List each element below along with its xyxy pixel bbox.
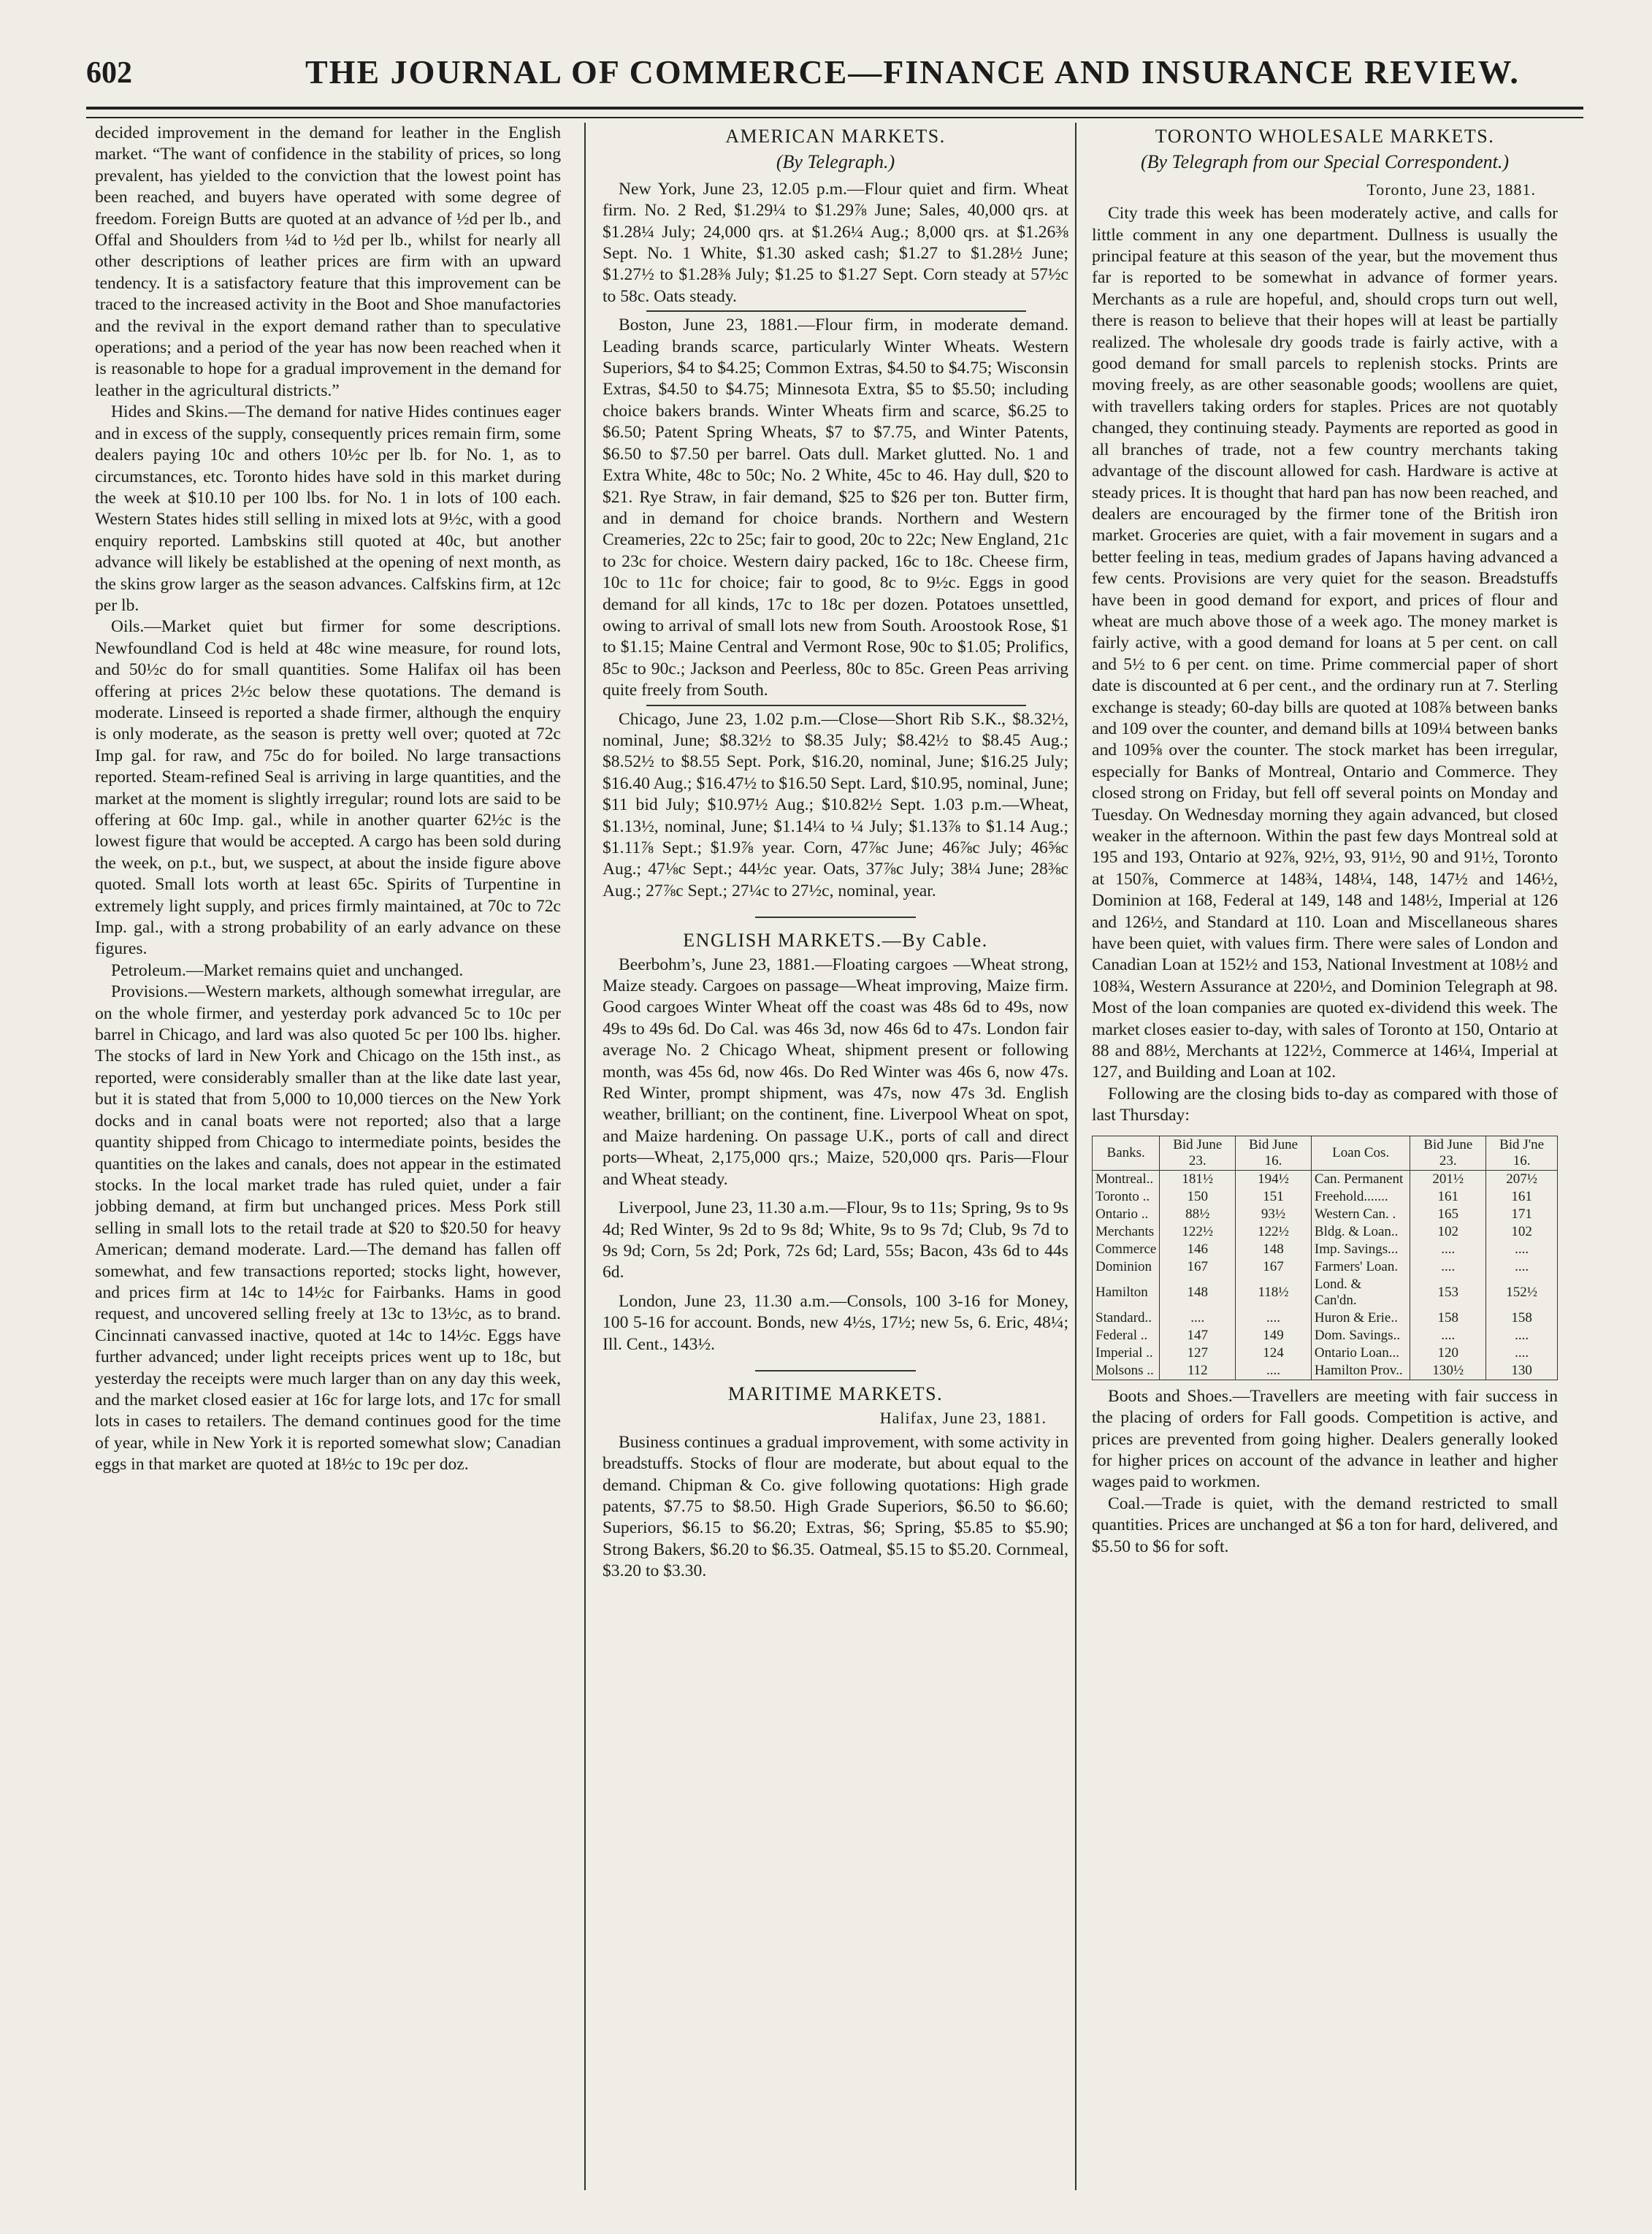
table-cell: .... (1160, 1309, 1236, 1327)
market-report-liverpool: Liverpool, June 23, 11.30 a.m.—Flour, 9s to 11s; Spring, 9s to 9s 4d; Red Winter, 9s 2d to 9s 8d; White, 9s to 9s 7d; Club, 9s 7d to 9s 9d; Corn, 5s 2d; Pork, 72s 6d; Lard, 55s; Bacon, 43s 6d to 44s 6d. (603, 1198, 1068, 1282)
table-cell: Toronto .. (1093, 1188, 1160, 1206)
column-divider (1075, 123, 1077, 2190)
separator (646, 310, 1026, 312)
table-cell: Western Can. . (1311, 1206, 1410, 1223)
table-cell: 130 (1486, 1362, 1558, 1380)
table-cell: .... (1486, 1327, 1558, 1344)
table-cell: 148 (1160, 1276, 1236, 1309)
table-cell: .... (1486, 1344, 1558, 1362)
table-cell: .... (1410, 1258, 1486, 1276)
table-cell: 152½ (1486, 1276, 1558, 1309)
table-cell: 122½ (1160, 1223, 1236, 1241)
table-cell: Dom. Savings.. (1311, 1327, 1410, 1344)
table-cell: .... (1236, 1362, 1312, 1380)
table-cell: 127 (1160, 1344, 1236, 1362)
table-cell: Federal .. (1093, 1327, 1160, 1344)
table-cell: Standard.. (1093, 1309, 1160, 1327)
table-row (1093, 1223, 1558, 1241)
table-cell: Commerce (1093, 1241, 1160, 1258)
table-cell: Bldg. & Loan.. (1311, 1223, 1410, 1241)
table-row (1093, 1309, 1558, 1327)
column-markets (603, 123, 1068, 2190)
table-header: Banks. (1093, 1136, 1160, 1170)
table-cell: 102 (1410, 1223, 1486, 1241)
table-cell: 151 (1236, 1188, 1312, 1206)
dateline: Toronto, June 23, 1881. (1366, 180, 1536, 199)
market-report-beerbohm: Beerbohm’s, June 23, 1881.—Floating cargoes —Wheat strong, Maize steady. Cargoes on passage—Wheat improving, Maize firm. Good cargoes Winter Wheat off the coast was 48s 6d to 49s, now 49s to 49s 6d. Do Cal. was 46s 3d, now 46s 6d to 47s. London fair average No. 2 Chicago Wheat, shipment present or following month, was 45s 6d, now 46s. Do Red Winter was 46s 6, now 47s. Red Winter, prompt shipment, was 47s, now 47s 3d. English weather, brilliant; on the continent, fine. Liverpool Wheat on spot, and Maize hardening. On passage U.K., ports of call and direct ports—Wheat, 2,175,000 qrs.; Maize, 520,000 qrs. Paris—Flour and Wheat steady. (603, 955, 1068, 1189)
table-cell: .... (1486, 1241, 1558, 1258)
table-cell: 207½ (1486, 1170, 1558, 1188)
table-header: Bid June 23. (1410, 1136, 1486, 1170)
table-row (1093, 1344, 1558, 1362)
table-cell: 171 (1486, 1206, 1558, 1223)
table-row (1093, 1276, 1558, 1309)
article-paragraph-oils: Oils.—Market quiet but firmer for some descriptions. Newfoundland Cod is held at 48c wine measure, for round lots, and 50½c do for small quantities. Some Halifax oil has been offering at prices 2½c below these quotations. The demand is moderate. Linseed is reported a shade firmer, although the enquiry is only moderate, as the season is pretty well over; quoted at 72c Imp gal. for raw, and 75c do for boiled. No large transactions reported. Steam-refined Seal is arriving in large quantities, and the market at the moment is slightly irregular; round lots are said to be offering at 60c Imp. gal., while in another quarter 62½c is the lowest figure that would be accepted. A cargo has been sold during the week, on p.t., but, we suspect, at about the inside figure above quoted. Small lots worth at least 65c. Spirits of Turpentine in extremely light supply, and prices firmly maintained, at 70c to 72c Imp. gal., with a strong probability of an early advance on these figures. (95, 617, 561, 959)
table-row (1093, 1188, 1558, 1206)
table-cell: Imperial .. (1093, 1344, 1160, 1362)
column-toronto-markets (1092, 123, 1558, 2190)
table-cell: 122½ (1236, 1223, 1312, 1241)
article-paragraph-petroleum: Petroleum.—Market remains quiet and unchanged. (111, 960, 464, 980)
table-cell: 161 (1410, 1188, 1486, 1206)
journal-title: THE JOURNAL OF COMMERCE—FINANCE AND INSURANCE REVIEW. (305, 53, 1520, 91)
header-rule (86, 107, 1583, 118)
table-cell: Imp. Savings... (1311, 1241, 1410, 1258)
table-header-row (1093, 1136, 1558, 1170)
table-cell: Can. Permanent (1311, 1170, 1410, 1188)
table-row (1093, 1362, 1558, 1380)
market-report-boston: Boston, June 23, 1881.—Flour firm, in moderate demand. Leading brands scarce, particularly Winter Wheats. Western Superiors, $4 to $4.25; Common Extras, $4.50 to $4.75; Wisconsin Extras, $4.50 to $4.75; Minnesota Extra, $5 to $5.50; including choice bakers brands. Winter Wheats firm and scarce, $6.25 to $6.50; Patent Spring Wheats, $7 to $7.75, and Winter Patents, $6.50 to $7.50 per barrel. Oats dull. Market glutted. No. 1 and Extra White, 48c to 50c; No. 2 White, 45c to 46. Hay dull, $20 to $21. Rye Straw, in fair demand, $25 to $26 per ton. Butter firm, and in demand for choice brands. Northern and Western Creameries, 22c to 25c; fair to good, 20c to 22c; New England, 21c to 23c for choice. Western dairy packed, 16c to 18c. Cheese firm, 10c to 11c for choice; fair to good, 8c to 9½c. Eggs in good demand for all kinds, 17c to 18c per dozen. Potatoes unsettled, owing to arrival of small lots new from South. Aroostook Rose, $1 to $1.15; Maine Central and Vermont Rose, 90c to $1.05; Prolifics, 85c to 90c.; Jackson and Peerless, 80c to 85c. Green Peas arriving quite freely from South. (603, 315, 1068, 700)
table-cell: 181½ (1160, 1170, 1236, 1188)
table-cell: Hamilton Prov.. (1311, 1362, 1410, 1380)
table-cell: 88½ (1160, 1206, 1236, 1223)
table-cell: 161 (1486, 1188, 1558, 1206)
table-cell: 150 (1160, 1188, 1236, 1206)
market-report-chicago: Chicago, June 23, 1.02 p.m.—Close—Short Rib S.K., $8.32½, nominal, June; $8.32½ to $8.35 July; $8.42½ to $8.45 Aug.; $8.52½ to $8.55 Sept. Pork, $16.20, nominal, June; $16.25 July; $16.40 Aug.; $16.47½ to $16.50 Sept. Lard, $10.95, nominal, June; $11 bid July; $10.97½ Aug.; $10.82½ Sept. 1.03 p.m.—Wheat, $1.13½, nominal, June; $1.14¼ to ¼ July; $1.13⅞ to $1.14 Aug.; $1.11⅞ Sept.; $1.9⅞ year. Corn, 47⅞c June; 46⅞c July; 46⅝c Aug.; 47⅛c Sept.; 44½c year. Oats, 37⅞c July; 38¼ June; 28⅜c Aug.; 27⅞c Sept.; 27¼c to 27½c, nominal, year. (603, 709, 1068, 900)
section-heading-maritime: MARITIME MARKETS. (727, 1382, 944, 1404)
table-cell: Huron & Erie.. (1311, 1309, 1410, 1327)
table-cell: .... (1410, 1241, 1486, 1258)
table-row (1093, 1170, 1558, 1188)
table-header: Bid J'ne 16. (1486, 1136, 1558, 1170)
table-cell: 120 (1410, 1344, 1486, 1362)
table-cell: 124 (1236, 1344, 1312, 1362)
table-cell: 93½ (1236, 1206, 1312, 1223)
table-cell: 118½ (1236, 1276, 1312, 1309)
market-report-new-york: New York, June 23, 12.05 p.m.—Flour quiet and firm. Wheat firm. No. 2 Red, $1.29¼ to $1.29⅞ June; Sales, 40,000 qrs. at $1.28¼ July; 24,000 qrs. at $1.26¼ Aug.; 8,000 qrs. at $1.26⅜ Sept. No. 1 White, $1.30 asked cash; $1.27 to $1.28½ June; $1.27½ to $1.28⅜ July; $1.25 to $1.27 Sept. Corn steady at 57½c to 58c. Oats steady. (603, 179, 1068, 306)
dateline: Halifax, June 23, 1881. (879, 1409, 1047, 1428)
table-cell: 130½ (1410, 1362, 1486, 1380)
table-cell: Hamilton (1093, 1276, 1160, 1309)
table-cell: 146 (1160, 1241, 1236, 1258)
table-cell: 102 (1486, 1223, 1558, 1241)
market-report-halifax: Business continues a gradual improvement, with some activity in breadstuffs. Stocks of flour are moderate, but about equal to the demand. Chipman & Co. give following quotations: High grade patents, $7.75 to $8.50. High Grade Superiors, $6.50 to $6.60; Superiors, $6.15 to $6.20; Extras, $6; Spring, $5.85 to $5.90; Strong Bakers, $6.20 to $6.35. Oatmeal, $5.15 to $5.20. Cornmeal, $3.20 to $3.30. (603, 1432, 1068, 1581)
table-cell: Ontario Loan... (1311, 1344, 1410, 1362)
market-report-toronto: City trade this week has been moderately active, and calls for little comment in any one department. Dullness is usually the principal feature at this season of the year, but the movement thus far is reported to be somewhat in advance of former years. Merchants as a rule are hopeful, and, should crops turn out well, there is reason to believe that their hopes will at least be partially realized. The wholesale dry goods trade is fairly active, with a good demand for small parcels to replenish stocks. Prints are moving freely, as are other seasonable goods; woollens are quiet, with travellers taking orders for staples. Prices are not quotably changed, they continuing steady. Payments are reported as good in all branches of trade, not a few country merchants taking advantage of the discount allowed for cash. Hardware is active at steady prices. It is thought that hard pan has now been reached, and dealers are encouraged by the firmer tone of the British iron market. Groceries are quiet, with a fair movement in sugars and a better feeling in teas, medium grades of Japans having advanced a few cents. Provisions are very quiet for the season. Breadstuffs have been in good demand for export, and prices of flour and wheat are much above those of a week ago. The money market is fairly active, with a good demand for loans at 5 per cent. on call and 5½ to 6 per cent. on time. Prime commercial paper of short date is discounted at 6 per cent., and the ordinary run at 7. Sterling exchange is steady; 60-day bills are quoted at 108⅞ between banks and 109 over the counter, and demand bills at 109¼ between banks and 109⅝ over the counter. The stock market has been irregular, especially for Banks of Montreal, Ontario and Commerce. They closed strong on Friday, but fell off several points on Monday and Tuesday. On Wednesday morning they again advanced, but closed weaker in the afternoon. Within the past few days Montreal sold at 195 and 193, Ontario at 92⅞, 92½, 93, 91½, 90 and 91½, Toronto at 150⅞, Commerce at 148¾, 148¼, 148, 147½ and 146½, Dominion at 168, Federal at 149, 148 and 148½, Imperial at 126 and 126½, and Standard at 110. Loan and Miscellaneous shares have been quiet, with values firm. There were sales of London and Canadian Loan at 152½ and 153, National Investment at 108½ and 108¾, Western Assurance at 220½, and Dominion Telegraph at 98. Most of the loan companies are quoted ex-dividend this week. The market closes easier to-day, with sales of Toronto at 150, Ontario at 88 and 88½, Merchants at 122½, Commerce at 146¼, Imperial at 127, and Building and Loan at 102. (1092, 204, 1558, 1082)
table-header: Bid June 23. (1160, 1136, 1236, 1170)
article-paragraph-hides: Hides and Skins.—The demand for native Hides continues eager and in excess of the supply, consequently prices remain firm, some dealers paying 10c and others 10½c per lb. for No. 1, as to circumstances, etc. Toronto hides have sold in this market during the week at $10.10 per 100 lbs. for No. 1 in lots of 100 each. Western States hides still selling in mixed lots at 9½c, with a good enquiry reported. Lambskins still quoted at 40c, but another advance will likely be established at the opening of next month, as the skins grow larger as the season advances. Calfskins firm, at 12c per lb. (95, 402, 561, 615)
table-row (1093, 1241, 1558, 1258)
section-heading-american: AMERICAN MARKETS. (725, 126, 946, 147)
page-number: 602 (86, 56, 132, 90)
table-cell: 147 (1160, 1327, 1236, 1344)
table-cell: Merchants (1093, 1223, 1160, 1241)
section-subheading: (By Telegraph.) (776, 151, 895, 173)
table-cell: 165 (1410, 1206, 1486, 1223)
table-cell: 112 (1160, 1362, 1236, 1380)
section-separator (755, 917, 916, 918)
table-cell: Ontario .. (1093, 1206, 1160, 1223)
section-subheading: (By Telegraph from our Special Correspondent.) (1140, 151, 1510, 173)
column-divider (584, 123, 586, 2190)
table-cell: 194½ (1236, 1170, 1312, 1188)
article-paragraph-boots-shoes: Boots and Shoes.—Travellers are meeting with fair success in the placing of orders for Fall goods. Competition is active, and prices are prevented from going higher. Dealers generally looked for higher prices on account of the advance in leather and higher wages paid to workmen. (1092, 1386, 1558, 1492)
table-cell: 149 (1236, 1327, 1312, 1344)
article-paragraph-provisions: Provisions.—Western markets, although somewhat irregular, are on the whole firmer, and yesterday pork advanced 5c to 10c per barrel in Chicago, and lard was also quoted 5c per 100 lbs. higher. The stocks of lard in New York and Chicago on the 15th inst., as reported, were considerably smaller than at the like date last year, but it is stated that from 5,000 to 10,000 tierces on the New York docks and in canal boats were not reported; also that a large quantity shipped from Chicago to intermediate points, besides the quantities on the lakes and canals, does not appear in the estimated stocks. In the local market trade has ruled quiet, under a fair jobbing demand, at firm but unchanged prices. Mess Pork still selling in small lots to the retail trade at $20 to $20.50 for heavy American; demand moderate. Lard.—The demand has fallen off somewhat, and few transactions reported; stocks light, however, and prices firm at 14c to 14½c for Fairbanks. Hams in good request, and uncovered selling freely at 13c to 13½c, as to brand. Cincinnati canvassed inactive, quoted at 14c to 14½c. Eggs have further advanced; under light receipts prices went up to 18c, but yesterday the receipts were much larger than on any day this week, and the market closed easier at 16c for large lots, and 17c for small lots in cases to retailers. The demand continues good for the time of year, while in New York it is reported somewhat slow; Canadian eggs in that market are quoted at 18½c to 19c per doz. (95, 982, 561, 1474)
table-intro: Following are the closing bids to-day as compared with those of last Thursday: (1092, 1084, 1558, 1125)
section-heading-toronto: TORONTO WHOLESALE MARKETS. (1155, 126, 1495, 147)
table-cell: Lond. & Can'dn. (1311, 1276, 1410, 1309)
table-cell: 167 (1236, 1258, 1312, 1276)
table-cell: Montreal.. (1093, 1170, 1160, 1188)
article-paragraph: decided improvement in the demand for leather in the English market. “The want of confidence in the stability of prices, so long prevalent, has yielded to the conviction that the lowest point has been reached, and buyers have operated with some degree of freedom. Foreign Butts are quoted at an advance of ½d per lb., and Offal and Shoulders from ¼d to ½d per lb., whilst for nearly all other descriptions of leather prices are firm with an upward tendency. It is a satisfactory feature that this improvement can be traced to the increased activity in the Boot and Shoe manufactories and the revival in the export demand rather than to speculative operations; and a period of the year has now been reached when it is reasonable to hope for a gradual improvement in the demand for leather in the agricultural districts.” (95, 123, 561, 400)
table-header: Bid June 16. (1236, 1136, 1312, 1170)
section-heading-english: ENGLISH MARKETS.—By Cable. (683, 930, 988, 952)
article-paragraph-coal: Coal.—Trade is quiet, with the demand restricted to small quantities. Prices are unchanged at $6 a ton for hard, delivered, and $5.50 to $6 for soft. (1092, 1493, 1558, 1556)
separator (646, 705, 1026, 706)
table-cell: 201½ (1410, 1170, 1486, 1188)
table-cell: 148 (1236, 1241, 1312, 1258)
table-cell: .... (1236, 1309, 1312, 1327)
table-row (1093, 1327, 1558, 1344)
table-cell: .... (1486, 1258, 1558, 1276)
table-row (1093, 1206, 1558, 1223)
table-cell: Dominion (1093, 1258, 1160, 1276)
table-cell: 158 (1410, 1309, 1486, 1327)
table-cell: 158 (1486, 1309, 1558, 1327)
table-cell: Molsons .. (1093, 1362, 1160, 1380)
table-cell: 167 (1160, 1258, 1236, 1276)
closing-bids-table (1092, 1136, 1558, 1380)
section-separator (755, 1370, 916, 1372)
page-header (86, 53, 1583, 96)
table-cell: Freehold....... (1311, 1188, 1410, 1206)
column-leather-and-produce (95, 123, 561, 2190)
table-cell: 153 (1410, 1276, 1486, 1309)
table-cell: .... (1410, 1327, 1486, 1344)
table-cell: Farmers' Loan. (1311, 1258, 1410, 1276)
table-row (1093, 1258, 1558, 1276)
market-report-london: London, June 23, 11.30 a.m.—Consols, 100 3-16 for Money, 100 5-16 for account. Bonds, new 4½s, 17½; new 5s, 6. Eric, 48¼; Ill. Cent., 143½. (603, 1291, 1068, 1354)
table-header: Loan Cos. (1311, 1136, 1410, 1170)
